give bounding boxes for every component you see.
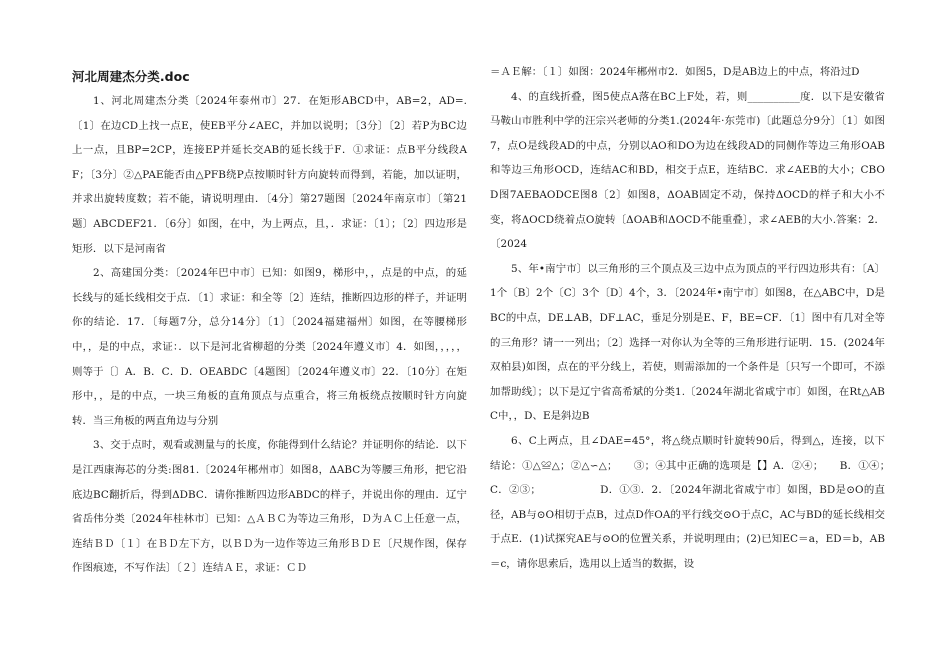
paragraph-5: 5、年•南宁市〕以三角形的三个顶点及三边中点为顶点的平行四边形共有：〔A〕1个〔B〕2个〔C〕3个〔D〕4个，3．〔2024年•南宁市〕如图8，在△ABC中，D是BC的中点，DE⊥AB，DF⊥AC，垂足分别是E、F，BE=CF．〔1〕图中有几对全等的三角形？请一一列出；〔2〕选择一对你认为全等的三角形进行证明．15．(2024年双柏县)如图，点在的平分线上，若使，则需添加的一个条件是〔只写一个即可，不添加帮助线〕；以下是辽宁省高希斌的分类1.〔2024年湖北省咸宁市〕如图，在Rt△ABC中，，D、E是斜边B	[490, 262, 885, 423]
paragraph-3: 3、交于点时，观看或测量与的长度，你能得到什么结论？并证明你的结论．以下是江西康海芯的分类:图81.〔2024年郴州市〕如图8，ΔABC为等腰三角形，把它沿底边BC翻折后，得到ΔDBC．请你推断四边形ABDC的样子，并说出你的理由．辽宁省岳伟分类〔2024年桂林市〕已知：△ＡＢＣ为等边三角形，Ｄ为ＡＣ上任意一点，连结ＢＤ〔１〕在ＢＤ左下方，以ＢＤ为一边作等边三角形ＢＤＥ〔尺规作图，保存作图痕迹，不写作法〕〔２〕连结ＡＥ，求证：ＣＤ	[72, 439, 467, 575]
paragraph-4: 4、的直线折叠，图5使点A落在BC上F处，若，则__________度．以下是安徽省马鞍山市胜利中学的汪宗兴老师的分类1.(2024年·东莞市)〔此题总分9分〕〔1〕如图7，点O是线段AD的中点，分别以AO和DO为边在线段AD的同侧作等边三角形OAB和等边三角形OCD，连结AC和BD，相交于点E，连结BC．求∠AEB的大小；CBOD图7AEBAODCE图8〔2〕如图8，ΔOAB固定不动，保持ΔOCD的样子和大小不变，将ΔOCD绕着点O旋转〔ΔOAB和ΔOCD不能重叠〕，求∠AEB的大小.答案：2．〔2024	[490, 90, 885, 251]
left-column	[72, 60, 467, 581]
paragraph-2: 2、高建国分类：〔2024年巴中市〕已知：如图9，梯形中，，点是的中点，的延长线与的延长线相交于点．〔1〕求证：和全等〔2〕连结，推断四边形的样子，并证明你的结论．17．〔每题7分，总分14分〕〔1〕〔2024福建福州〕如图，在等腰梯形中，，是的中点，求证：．以下是河北省柳超的分类〔2024年遵义市〕4．如图，，，，，则等于〔〕A．B．C．D．OEABDC〔4题图〕〔2024年遵义市〕22．〔10分〕在矩形中，，是的中点，一块三角板的直角顶点与点重合，将三角板绕点按顺时针方向旋转．当三角板的两直角边与分别	[72, 267, 467, 427]
paragraph-6: 6、C上两点，且∠DAE=45°，将△绕点顺时针旋转90后，得到△，连接，以下结论：①△≌△；②△∽△； ③；④其中正确的选项是【】A．②④； B．①④； C．②③； D．①③．2．〔2024年湖北省咸宁市〕如图，BD是⊙O的直径，AB与⊙O相切于点B，过点D作OA的平行线交⊙O于点C，AC与BD的延长线相交于点E．(1)试探究AE与⊙O的位置关系，并说明理由；(2)已知EC＝a，ED＝b，AB＝c，请你思索后，选用以上适当的数据，设	[490, 434, 906, 570]
right-column	[490, 60, 906, 576]
paragraph-3-continued: ＝ＡＥ解：〔１〕如图：2024年郴州市2．如图5，D是AB边上的中点，将沿过D	[490, 66, 860, 78]
paragraph-1: 1、河北周建杰分类〔2024年泰州市〕27．在矩形ABCD中，AB=2，AD=.〔1〕在边CD上找一点E，使EB平分∠AEC，并加以说明；〔3分〕〔2〕若P为BC边上一点，且BP=2CP，连接EP并延长交AB的延长线于F．①求证：点B平分线段AF；〔3分〕②△PAE能否由△PFB绕P点按顺时针方向旋转而得到，若能，加以证明，并求出旋转度数；若不能，请说明理由．〔4分〕第27题图〔2024年南京市〕〔第21题〕ABCDEF21．〔6分〕如图，在中，为上两点，且，．求证：〔1〕；〔2〕四边形是矩形．以下是河南省	[72, 95, 467, 255]
document-title: 河北周建杰分类.doc	[72, 69, 190, 84]
